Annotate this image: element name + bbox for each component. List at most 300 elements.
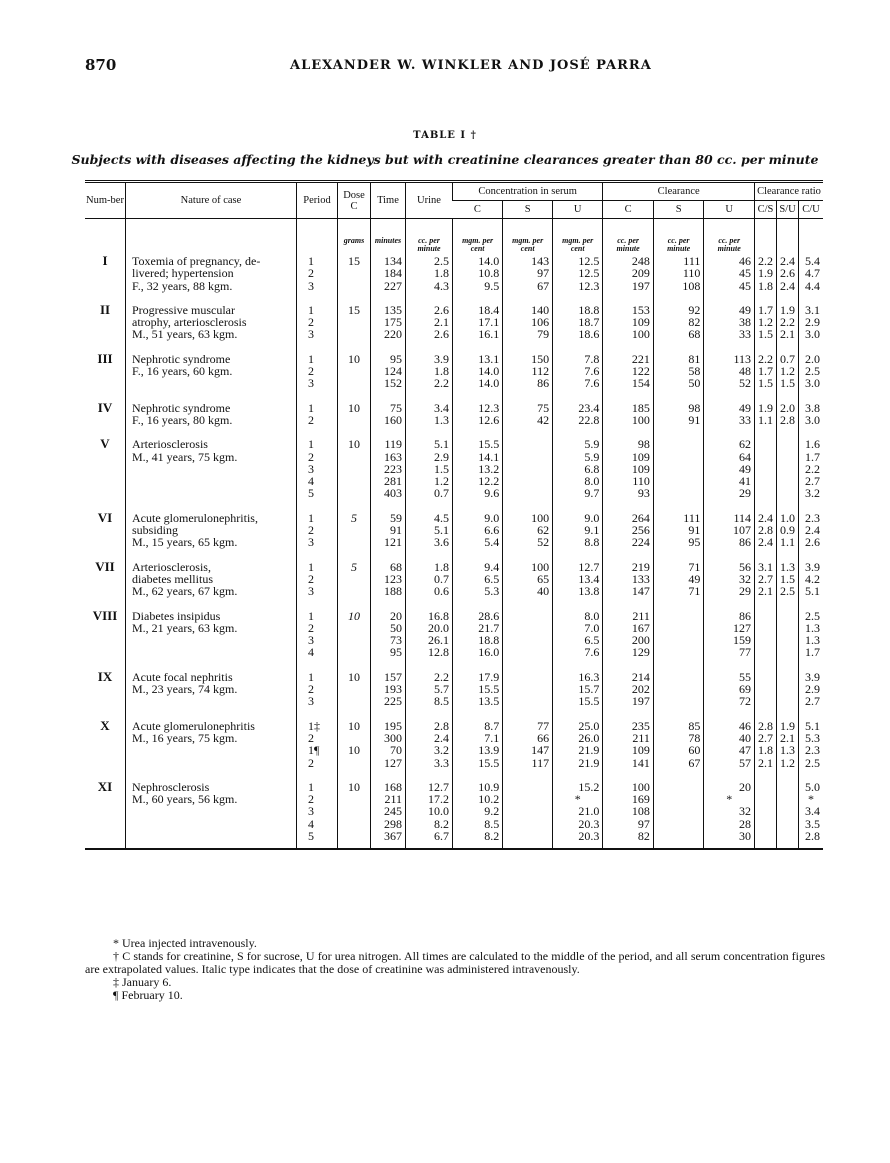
period-value: 3 — [308, 278, 314, 293]
cl-c-value: 197 — [631, 278, 650, 293]
time-cell — [371, 659, 406, 708]
cs-cell — [755, 292, 777, 341]
su-cell — [777, 426, 799, 499]
conc-c-value: 18.8 — [478, 633, 500, 648]
cl-c-value: 109 — [631, 315, 650, 330]
time-cell — [371, 708, 406, 769]
period-value: 3 — [308, 633, 314, 648]
cl-u-cell — [704, 500, 755, 549]
cl-u-value: 107 — [733, 523, 751, 538]
conc-c-value: 21.7 — [478, 620, 500, 635]
period-value: 3 — [308, 535, 314, 550]
cl-c-value: 197 — [631, 694, 650, 709]
urine-value: 0.7 — [434, 571, 449, 586]
header-concentration: Concentration in serum — [453, 182, 603, 201]
period-cell — [297, 659, 338, 708]
header-conc-c: C — [453, 201, 503, 219]
time-value: 73 — [390, 633, 402, 648]
conc-s-value: 140 — [531, 302, 550, 317]
case-nature — [126, 426, 297, 499]
cl-c-value: 224 — [631, 535, 650, 550]
conc-u-value: 25.0 — [578, 718, 600, 733]
urine-value: 2.9 — [434, 449, 449, 464]
dose-cell — [338, 769, 371, 849]
conc-u-value: 26.0 — [578, 730, 600, 745]
cl-c-cell — [603, 426, 654, 499]
header-nature: Nature of case — [126, 182, 297, 219]
cu-cell — [799, 500, 824, 549]
su-value: 1.2 — [780, 364, 795, 379]
conc-s-cell — [503, 549, 553, 598]
conc-c-value: 17.1 — [478, 315, 500, 330]
nature-line: Nephrotic syndrome — [132, 351, 231, 366]
urine-value: 16.8 — [428, 608, 449, 623]
urine-cell — [406, 292, 453, 341]
cl-u-value: 127 — [733, 620, 751, 635]
nature-line: Nephrotic syndrome — [132, 400, 231, 415]
su-cell — [777, 390, 799, 427]
conc-s-value: 106 — [531, 315, 550, 330]
time-cell — [371, 390, 406, 427]
dose-cell — [338, 253, 371, 292]
cu-value: 1.3 — [805, 633, 820, 648]
case-row-X — [85, 708, 823, 769]
cl-u-value: 159 — [733, 633, 751, 648]
cl-c-value: 256 — [631, 523, 650, 538]
su-value: 1.2 — [780, 755, 795, 770]
conc-u-value: 6.5 — [584, 633, 600, 648]
cs-value: 1.1 — [758, 412, 773, 427]
time-value: 124 — [384, 364, 402, 379]
conc-s-value: 117 — [531, 755, 550, 770]
urine-value: 26.1 — [428, 633, 449, 648]
time-value: 225 — [384, 694, 402, 709]
conc-u-cell — [553, 500, 603, 549]
conc-c-value: 5.3 — [484, 584, 500, 599]
urine-value: 5.7 — [434, 682, 449, 697]
time-value: 175 — [384, 315, 402, 330]
nature-line: M., 51 years, 63 kgm. — [132, 327, 238, 342]
conc-c-cell — [453, 292, 503, 341]
cl-c-value: 97 — [637, 816, 650, 831]
su-value: 2.4 — [780, 278, 795, 293]
conc-s-value: 100 — [531, 510, 550, 525]
cl-c-cell — [603, 549, 654, 598]
cl-u-value: 72 — [739, 694, 751, 709]
period-value: 4 — [308, 645, 314, 660]
table-title: TABLE I † — [413, 130, 477, 141]
cl-s-cell — [653, 708, 704, 769]
conc-s-cell — [503, 708, 553, 769]
conc-c-value: 9.5 — [484, 278, 500, 293]
time-value: 68 — [390, 559, 402, 574]
cl-u-cell — [704, 598, 755, 659]
conc-u-value: * — [574, 792, 581, 807]
header-number: Num-ber — [85, 182, 126, 219]
header-conc-s: S — [503, 201, 553, 219]
period-value: 2 — [308, 682, 314, 697]
cl-s-value: 91 — [688, 523, 701, 538]
running-head: ALEXANDER W. WINKLER AND JOSÉ PARRA — [290, 58, 652, 73]
case-number: IX — [97, 668, 113, 684]
conc-s-value: 40 — [537, 584, 550, 599]
cl-u-value: * — [726, 792, 733, 807]
cu-value: 2.9 — [805, 315, 820, 330]
time-value: 152 — [384, 376, 402, 391]
period-value: 2 — [308, 620, 314, 635]
cu-value: 3.0 — [805, 412, 820, 427]
urine-value: 3.4 — [434, 400, 449, 415]
cu-cell — [799, 549, 824, 598]
period-cell — [297, 341, 338, 390]
nature-line: Acute focal nephritis — [132, 669, 233, 684]
urine-value: 3.6 — [434, 535, 449, 550]
urine-value: 2.5 — [434, 254, 449, 268]
time-value: 211 — [384, 792, 402, 807]
cl-c-value: 153 — [631, 302, 650, 317]
cu-value: 2.7 — [805, 694, 820, 709]
conc-c-value: 9.4 — [484, 559, 500, 574]
data-table — [85, 180, 823, 850]
case-number: VIII — [92, 607, 118, 623]
cs-cell — [755, 253, 777, 292]
dose-value: 10 — [348, 437, 360, 452]
conc-u-value: 13.8 — [578, 584, 600, 599]
su-value: 1.0 — [780, 510, 795, 525]
footnote-dagger: † C stands for creatinine, S for sucrose, U for urea nitrogen. All times are calculated to the middle of the period, and all serum concentration figures are extrapolated values. Italic type indicates that the dose of creatinine was administered intravenously. — [85, 949, 825, 976]
cu-value: 2.0 — [805, 351, 820, 366]
time-value: 195 — [384, 718, 402, 733]
cl-c-cell — [603, 659, 654, 708]
dose-value: 10 — [348, 779, 360, 794]
case-nature — [126, 341, 297, 390]
cl-c-value: 209 — [631, 266, 650, 281]
period-value: 1 — [308, 351, 314, 366]
cu-value: 1.7 — [805, 449, 820, 464]
conc-u-cell — [553, 426, 603, 499]
cl-u-value: 33 — [739, 327, 751, 342]
dose-value: 10 — [348, 608, 360, 623]
cs-cell — [755, 769, 777, 849]
cu-value: 1.6 — [805, 437, 820, 452]
cs-value: 1.9 — [758, 266, 773, 281]
cu-cell — [799, 390, 824, 427]
conc-s-cell — [503, 292, 553, 341]
cl-s-value: 58 — [688, 364, 701, 379]
urine-value: 1.5 — [434, 461, 449, 476]
su-value: 2.6 — [780, 266, 795, 281]
page-number: 870 — [85, 56, 117, 74]
period-value: 2 — [308, 412, 314, 427]
dose-value: 10 — [348, 351, 360, 366]
time-value: 300 — [384, 730, 402, 745]
su-value: 1.5 — [780, 571, 795, 586]
urine-value: 1.3 — [434, 412, 449, 427]
time-value: 160 — [384, 412, 402, 427]
header-su: S/U — [777, 201, 799, 219]
case-row-VI — [85, 500, 823, 549]
conc-c-value: 9.2 — [484, 804, 500, 819]
conc-u-value: 21.0 — [578, 804, 600, 819]
cl-c-value: 147 — [631, 584, 650, 599]
period-value: 2 — [308, 730, 314, 745]
period-cell — [297, 549, 338, 598]
cl-c-value: 264 — [631, 510, 650, 525]
cl-u-value: 86 — [739, 535, 751, 550]
case-number: V — [100, 436, 110, 452]
conc-u-value: 20.3 — [578, 816, 600, 831]
conc-s-value: 147 — [531, 743, 550, 758]
cs-value: 1.2 — [758, 315, 773, 330]
cl-c-value: 109 — [631, 461, 650, 476]
cl-c-cell — [603, 341, 654, 390]
cu-value: 2.9 — [805, 682, 820, 697]
cl-c-value: 100 — [631, 779, 650, 794]
cl-u-value: 20 — [739, 779, 751, 794]
time-value: 123 — [384, 571, 402, 586]
cl-u-cell — [704, 426, 755, 499]
cs-value: 1.5 — [758, 376, 773, 391]
time-value: 367 — [384, 828, 402, 843]
header-cu: C/U — [799, 201, 824, 219]
period-value: 1‡ — [308, 718, 320, 733]
conc-u-cell — [553, 390, 603, 427]
urine-value: 1.2 — [434, 474, 449, 489]
nature-line: Arteriosclerosis, — [132, 559, 211, 574]
cs-value: 1.7 — [758, 364, 773, 379]
nature-line: Toxemia of pregnancy, de- — [132, 254, 261, 268]
cl-c-value: 211 — [632, 730, 650, 745]
cl-u-value: 49 — [739, 400, 751, 415]
dose-cell — [338, 390, 371, 427]
conc-u-value: 23.4 — [578, 400, 600, 415]
conc-u-cell — [553, 549, 603, 598]
cs-cell — [755, 549, 777, 598]
nature-line: M., 62 years, 67 kgm. — [132, 584, 238, 599]
conc-u-value: 9.1 — [584, 523, 600, 538]
unit-dose: grams — [338, 219, 371, 254]
conc-u-value: 21.9 — [578, 743, 600, 758]
conc-u-cell — [553, 253, 603, 292]
conc-u-value: 20.3 — [578, 828, 600, 843]
case-row-IX — [85, 659, 823, 708]
time-value: 135 — [384, 302, 402, 317]
period-value: 2 — [308, 755, 314, 770]
unit-urine: cc. per minute — [406, 219, 453, 254]
period-value: 5 — [308, 486, 314, 501]
cu-value: 3.2 — [805, 486, 820, 501]
time-value: 245 — [384, 804, 402, 819]
dose-value: 10 — [348, 718, 360, 733]
cl-u-value: 55 — [739, 669, 751, 684]
period-cell — [297, 708, 338, 769]
urine-value: 1.8 — [434, 364, 449, 379]
period-value: 1 — [308, 559, 314, 574]
time-value: 168 — [384, 779, 402, 794]
cl-s-value: 67 — [688, 755, 701, 770]
urine-cell — [406, 390, 453, 427]
cs-value: 1.7 — [758, 302, 773, 317]
conc-s-value: 52 — [537, 535, 550, 550]
su-value: 2.1 — [780, 327, 795, 342]
case-number: I — [102, 253, 108, 268]
cu-cell — [799, 708, 824, 769]
case-nature — [126, 708, 297, 769]
case-row-I — [85, 253, 823, 292]
cl-c-value: 211 — [632, 608, 650, 623]
cu-cell — [799, 659, 824, 708]
conc-u-value: 13.4 — [578, 571, 600, 586]
cl-s-cell — [653, 549, 704, 598]
footnote-pilcrow: ¶ February 10. — [113, 988, 183, 1002]
su-value: 1.3 — [780, 559, 795, 574]
conc-s-value: 42 — [537, 412, 550, 427]
conc-s-cell — [503, 341, 553, 390]
cs-cell — [755, 341, 777, 390]
header-conc-u: U — [553, 201, 603, 219]
cl-s-value: 111 — [683, 510, 701, 525]
nature-line: M., 60 years, 56 kgm. — [132, 792, 238, 807]
cl-u-value: 113 — [733, 351, 751, 366]
conc-c-value: 15.5 — [478, 682, 500, 697]
cl-u-value: 77 — [739, 645, 751, 660]
cl-s-value: 111 — [683, 254, 701, 268]
cu-value: 2.5 — [805, 364, 820, 379]
cl-u-value: 86 — [739, 608, 751, 623]
cl-u-value: 45 — [739, 278, 751, 293]
cl-u-cell — [704, 341, 755, 390]
table-caption: Subjects with diseases affecting the kidneys but with creatinine clearances greater than 80 cc. per minute — [71, 152, 819, 167]
su-cell — [777, 598, 799, 659]
cs-value: 1.5 — [758, 327, 773, 342]
case-number: X — [100, 717, 110, 733]
unit-conc-u: mgm. per cent — [553, 219, 603, 254]
case-number: VII — [95, 558, 115, 574]
conc-u-cell — [553, 769, 603, 849]
cl-c-cell — [603, 769, 654, 849]
dose-value: 5 — [351, 559, 357, 574]
case-row-III — [85, 341, 823, 390]
conc-u-value: 18.7 — [578, 315, 600, 330]
cl-s-cell — [653, 253, 704, 292]
conc-c-value: 6.5 — [484, 571, 500, 586]
cs-value: 2.1 — [758, 584, 773, 599]
cl-s-value: 81 — [688, 351, 701, 366]
cu-value: * — [808, 792, 814, 807]
cl-c-value: 235 — [631, 718, 650, 733]
cl-c-value: 82 — [637, 828, 650, 843]
cl-u-value: 69 — [739, 682, 751, 697]
cl-c-value: 202 — [631, 682, 650, 697]
conc-s-value: 66 — [537, 730, 550, 745]
time-value: 70 — [390, 743, 402, 758]
cl-u-value: 49 — [739, 302, 751, 317]
cl-c-cell — [603, 253, 654, 292]
conc-u-value: 15.5 — [578, 694, 600, 709]
conc-s-cell — [503, 769, 553, 849]
cl-s-cell — [653, 292, 704, 341]
cl-u-value: 33 — [739, 412, 751, 427]
cl-c-value: 122 — [631, 364, 650, 379]
conc-u-value: 7.6 — [584, 376, 600, 391]
cu-value: 3.9 — [805, 669, 820, 684]
header-dose: Dose C — [338, 182, 371, 219]
cu-value: 3.8 — [805, 400, 820, 415]
conc-c-cell — [453, 426, 503, 499]
cl-c-value: 214 — [631, 669, 650, 684]
conc-s-cell — [503, 500, 553, 549]
cl-u-value: 56 — [739, 559, 751, 574]
case-row-VII — [85, 549, 823, 598]
conc-u-value: 15.7 — [578, 682, 600, 697]
conc-c-value: 15.5 — [478, 755, 500, 770]
conc-c-value: 14.0 — [478, 376, 500, 391]
su-value: 0.9 — [780, 523, 795, 538]
time-value: 20 — [390, 608, 402, 623]
cu-value: 2.5 — [805, 608, 820, 623]
cl-c-cell — [603, 292, 654, 341]
cl-u-value: 62 — [739, 437, 751, 452]
nature-line: F., 16 years, 80 kgm. — [132, 412, 233, 427]
cl-u-cell — [704, 390, 755, 427]
cu-value: 5.3 — [805, 730, 820, 745]
conc-c-value: 13.5 — [478, 694, 500, 709]
cl-c-value: 93 — [637, 486, 650, 501]
conc-c-cell — [453, 500, 503, 549]
dose-cell — [338, 341, 371, 390]
conc-u-value: 12.3 — [578, 278, 600, 293]
unit-cl-u: cc. per minute — [704, 219, 755, 254]
dose-value: 10 — [348, 400, 360, 415]
su-value: 1.3 — [780, 743, 795, 758]
urine-value: 6.7 — [434, 828, 449, 843]
su-cell — [777, 500, 799, 549]
cl-s-cell — [653, 341, 704, 390]
time-value: 157 — [384, 669, 402, 684]
cl-s-cell — [653, 659, 704, 708]
time-value: 134 — [384, 254, 402, 268]
period-value: 2 — [308, 792, 314, 807]
conc-u-value: 5.9 — [584, 437, 600, 452]
cl-s-value: 82 — [688, 315, 701, 330]
period-value: 1 — [308, 302, 314, 317]
conc-s-cell — [503, 253, 553, 292]
cs-cell — [755, 426, 777, 499]
conc-c-value: 8.7 — [484, 718, 500, 733]
cu-value: 5.1 — [805, 718, 820, 733]
cl-u-value: 114 — [733, 510, 751, 525]
urine-cell — [406, 769, 453, 849]
cu-value: 2.5 — [805, 755, 820, 770]
conc-c-value: 12.3 — [478, 400, 500, 415]
cl-u-cell — [704, 708, 755, 769]
conc-s-cell — [503, 426, 553, 499]
nature-line: atrophy, arteriosclerosis — [132, 315, 247, 330]
nature-line: M., 16 years, 75 kgm. — [132, 730, 238, 745]
cu-cell — [799, 292, 824, 341]
cl-c-value: 221 — [631, 351, 650, 366]
conc-u-value: 18.6 — [578, 327, 600, 342]
cs-value: 2.8 — [758, 523, 773, 538]
su-cell — [777, 769, 799, 849]
nature-line: M., 41 years, 75 kgm. — [132, 449, 238, 464]
urine-value: 12.8 — [428, 645, 449, 660]
cl-s-cell — [653, 598, 704, 659]
cs-value: 2.7 — [758, 730, 773, 745]
cl-s-value: 71 — [688, 559, 701, 574]
cs-value: 2.2 — [758, 254, 773, 268]
unit-conc-s: mgm. per cent — [503, 219, 553, 254]
